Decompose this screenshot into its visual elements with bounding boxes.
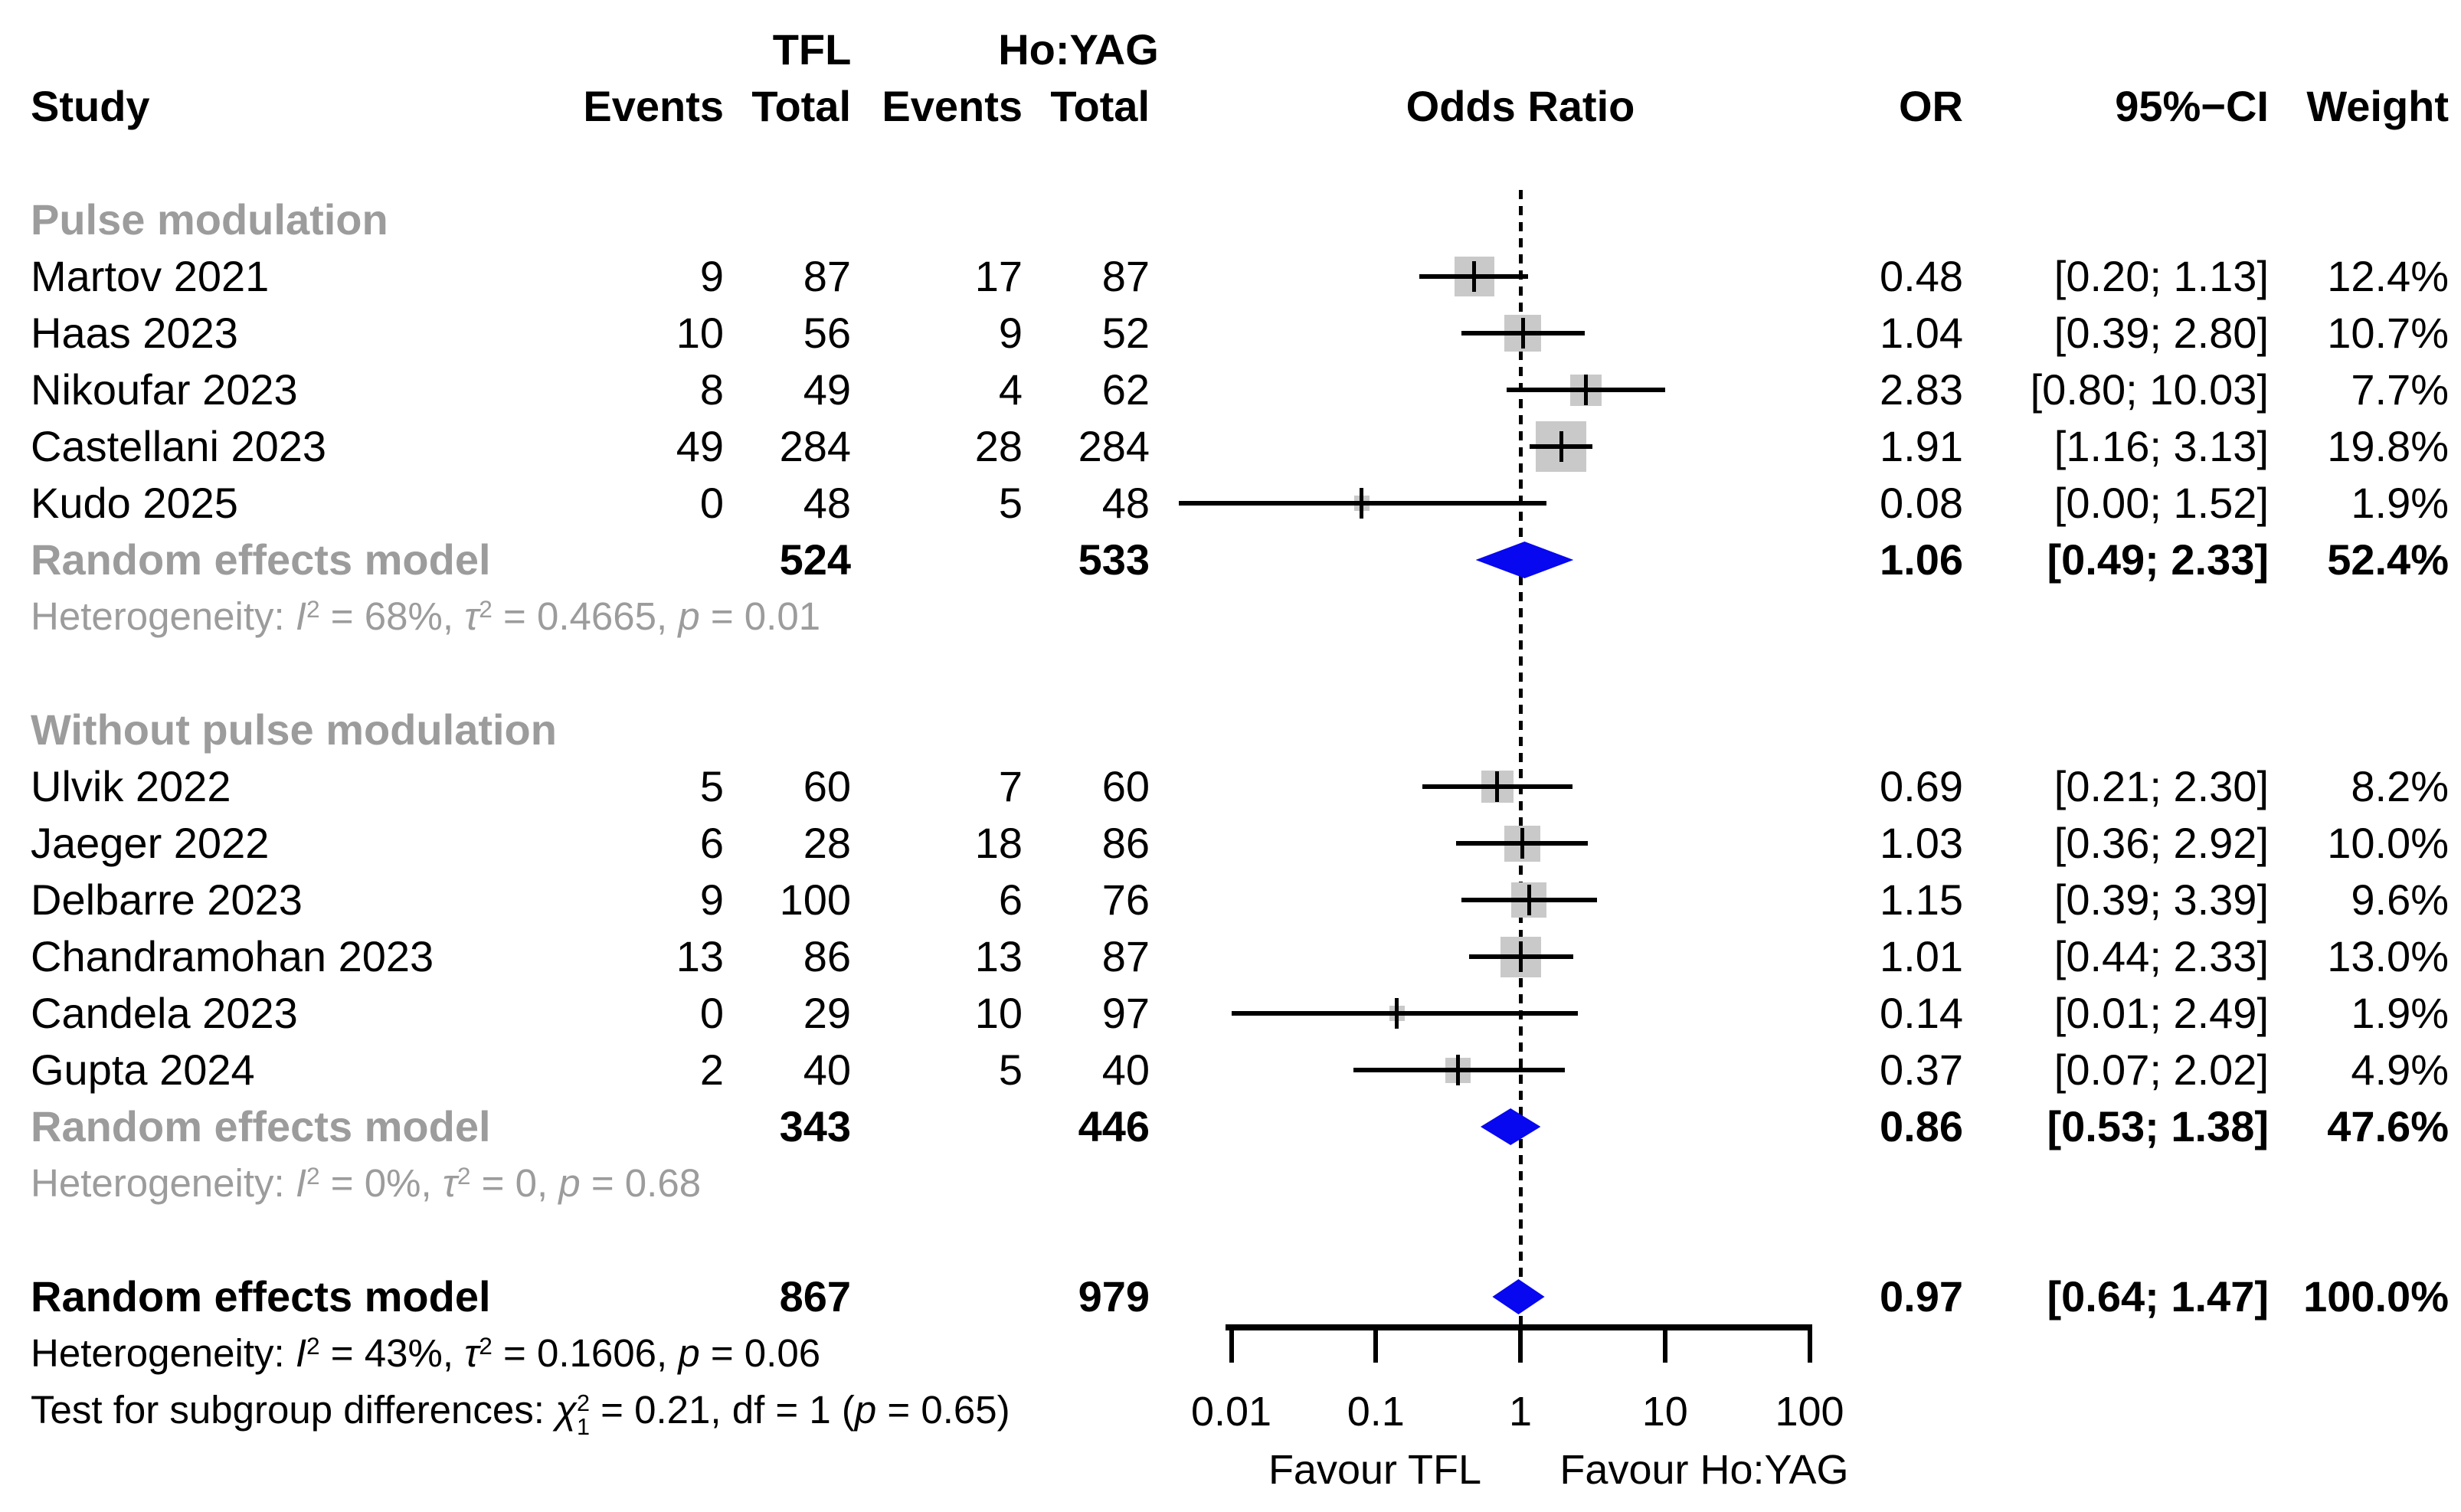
total2-value: 533 (1078, 535, 1150, 584)
effect-tick (1519, 941, 1523, 972)
col-header-ci: 95%−CI (2115, 82, 2269, 130)
or-value: 1.15 (1880, 875, 1963, 924)
total1-value: 86 (803, 932, 851, 980)
events1-value: 10 (676, 309, 724, 357)
col-header-group-hoyag: Ho:YAG (998, 25, 1159, 74)
total1-value: 343 (779, 1102, 851, 1150)
study-label: Castellani 2023 (31, 422, 327, 470)
effect-tick (1559, 431, 1563, 462)
col-header-weight: Weight (2306, 82, 2449, 130)
events2-value: 7 (998, 762, 1023, 810)
ci-value: [0.39; 3.39] (2054, 875, 2269, 924)
total1-value: 867 (779, 1272, 851, 1321)
or-value: 2.83 (1880, 365, 1963, 414)
ci-value: [0.53; 1.38] (2047, 1102, 2269, 1150)
col-header-total1: Total (751, 82, 851, 130)
x-axis-tick-label: 1 (1508, 1389, 1533, 1435)
effect-tick (1520, 828, 1524, 859)
x-axis-tick (1373, 1324, 1378, 1363)
col-header-or: OR (1899, 82, 1963, 130)
study-row (0, 1042, 2461, 1098)
study-label: Candela 2023 (31, 989, 298, 1037)
subgroup-name: Without pulse modulation (31, 705, 557, 754)
or-value: 0.37 (1880, 1046, 1963, 1094)
col-header-events1: Events (583, 82, 724, 130)
total2-value: 76 (1101, 875, 1150, 924)
heterogeneity-text: Heterogeneity: $I^2 = 0\%$, $\tau^2 = 0$, p = 0.68 (31, 1161, 702, 1205)
events1-value: 9 (699, 875, 724, 924)
ci-value: [0.20; 1.13] (2054, 252, 2269, 300)
pooled-row (0, 1098, 2461, 1155)
weight-value: 9.6% (2351, 875, 2449, 924)
ci-value: [0.36; 2.92] (2054, 819, 2269, 867)
events1-value: 9 (699, 252, 724, 300)
ci-value: [0.00; 1.52] (2054, 479, 2269, 527)
pooled-label: Random effects model (31, 535, 491, 584)
or-value: 0.86 (1880, 1102, 1963, 1150)
effect-tick (1456, 1055, 1460, 1085)
total2-value: 87 (1101, 252, 1150, 300)
total1-value: 524 (779, 535, 851, 584)
ci-value: [0.07; 2.02] (2054, 1046, 2269, 1094)
x-axis-tick (1663, 1324, 1667, 1363)
events1-value: 5 (699, 762, 724, 810)
subgroup-name: Pulse modulation (31, 195, 388, 244)
ci-value: [0.80; 10.03] (2030, 365, 2269, 414)
total2-value: 40 (1101, 1046, 1150, 1094)
or-value: 0.14 (1880, 989, 1963, 1037)
total2-value: 48 (1101, 479, 1150, 527)
ci-value: [0.44; 2.33] (2054, 932, 2269, 980)
weight-value: 4.9% (2351, 1046, 2449, 1094)
weight-value: 12.4% (2327, 252, 2449, 300)
heterogeneity-row (0, 588, 2461, 645)
total2-value: 979 (1078, 1272, 1150, 1321)
weight-value: 19.8% (2327, 422, 2449, 470)
subgroup-header-row (0, 702, 2461, 758)
study-label: Nikoufar 2023 (31, 365, 298, 414)
x-axis-tick (1229, 1324, 1234, 1363)
pooled-label: Random effects model (31, 1272, 491, 1321)
events1-value: 6 (699, 819, 724, 867)
events2-value: 17 (974, 252, 1023, 300)
effect-tick (1521, 318, 1525, 349)
weight-value: 52.4% (2327, 535, 2449, 584)
effect-tick (1472, 261, 1476, 292)
study-label: Ulvik 2022 (31, 762, 231, 810)
total1-value: 56 (803, 309, 851, 357)
events1-value: 8 (699, 365, 724, 414)
total2-value: 97 (1101, 989, 1150, 1037)
weight-value: 8.2% (2351, 762, 2449, 810)
weight-value: 100.0% (2303, 1272, 2449, 1321)
ci-value: [0.01; 2.49] (2054, 989, 2269, 1037)
total2-value: 446 (1078, 1102, 1150, 1150)
study-label: Martov 2021 (31, 252, 270, 300)
or-value: 1.03 (1880, 819, 1963, 867)
study-row (0, 362, 2461, 418)
effect-tick (1527, 885, 1531, 915)
total1-value: 49 (803, 365, 851, 414)
subgroup-header-row (0, 191, 2461, 248)
events2-value: 4 (998, 365, 1023, 414)
total1-value: 284 (779, 422, 851, 470)
total1-value: 29 (803, 989, 851, 1037)
ci-value: [0.49; 2.33] (2047, 535, 2269, 584)
ci-value: [1.16; 3.13] (2054, 422, 2269, 470)
events1-value: 2 (699, 1046, 724, 1094)
weight-value: 1.9% (2351, 989, 2449, 1037)
study-row (0, 928, 2461, 985)
heterogeneity-text: Heterogeneity: $I^2 = 43\%$, $\tau^2 = 0.1606$, p = 0.06 (31, 1331, 821, 1375)
study-label: Delbarre 2023 (31, 875, 303, 924)
total1-value: 60 (803, 762, 851, 810)
or-value: 1.04 (1880, 309, 1963, 357)
total2-value: 62 (1101, 365, 1150, 414)
or-value: 1.01 (1880, 932, 1963, 980)
or-value: 1.91 (1880, 422, 1963, 470)
or-value: 0.69 (1880, 762, 1963, 810)
weight-value: 13.0% (2327, 932, 2449, 980)
study-row (0, 418, 2461, 475)
events1-value: 13 (676, 932, 724, 980)
study-label: Jaeger 2022 (31, 819, 270, 867)
or-value: 0.97 (1880, 1272, 1963, 1321)
study-label: Gupta 2024 (31, 1046, 255, 1094)
x-axis-tick-label: 0.1 (1347, 1389, 1405, 1435)
events1-value: 49 (676, 422, 724, 470)
events2-value: 10 (974, 989, 1023, 1037)
heterogeneity-text: Heterogeneity: $I^2 = 68\%$, $\tau^2 = 0.4665$, p = 0.01 (31, 594, 821, 638)
ci-value: [0.64; 1.47] (2047, 1272, 2269, 1321)
study-row (0, 985, 2461, 1042)
weight-value: 47.6% (2327, 1102, 2449, 1150)
or-value: 0.48 (1880, 252, 1963, 300)
weight-value: 1.9% (2351, 479, 2449, 527)
events1-value: 0 (699, 989, 724, 1037)
total1-value: 40 (803, 1046, 851, 1094)
study-label: Chandramohan 2023 (31, 932, 434, 980)
study-row (0, 872, 2461, 928)
effect-tick (1584, 375, 1588, 405)
study-label: Haas 2023 (31, 309, 238, 357)
weight-value: 10.0% (2327, 819, 2449, 867)
ci-value: [0.21; 2.30] (2054, 762, 2269, 810)
favour-left-label: Favour TFL (1268, 1447, 1482, 1493)
total2-value: 87 (1101, 932, 1150, 980)
total2-value: 52 (1101, 309, 1150, 357)
pooled-label: Random effects model (31, 1102, 491, 1150)
total1-value: 87 (803, 252, 851, 300)
events2-value: 9 (998, 309, 1023, 357)
col-header-odds-ratio: Odds Ratio (1406, 82, 1635, 130)
heterogeneity-row (0, 1155, 2461, 1212)
ci-line (1232, 1011, 1578, 1016)
effect-tick (1495, 771, 1499, 802)
study-row (0, 248, 2461, 305)
events2-value: 13 (974, 932, 1023, 980)
col-header-study: Study (31, 82, 150, 130)
events2-value: 5 (998, 1046, 1023, 1094)
col-header-total2: Total (1050, 82, 1150, 130)
events1-value: 0 (699, 479, 724, 527)
x-axis-tick-label: 100 (1775, 1389, 1844, 1435)
total1-value: 100 (779, 875, 851, 924)
weight-value: 10.7% (2327, 309, 2449, 357)
subgroup-test-text: Test for subgroup differences: χ 2 1 = 0.21, df = 1 (p = 0.65) (31, 1388, 1010, 1441)
study-row (0, 758, 2461, 815)
total2-value: 284 (1078, 422, 1150, 470)
col-header-group-tfl: TFL (772, 25, 852, 74)
weight-value: 7.7% (2351, 365, 2449, 414)
or-value: 0.08 (1880, 479, 1963, 527)
pooled-row (0, 532, 2461, 588)
x-axis-tick-label: 0.01 (1190, 1389, 1272, 1435)
effect-tick (1360, 488, 1363, 519)
events2-value: 6 (998, 875, 1023, 924)
events2-value: 18 (974, 819, 1023, 867)
effect-tick (1395, 998, 1399, 1029)
study-row (0, 815, 2461, 872)
x-axis-tick (1518, 1324, 1523, 1363)
col-header-events2: Events (882, 82, 1023, 130)
total2-value: 86 (1101, 819, 1150, 867)
ci-value: [0.39; 2.80] (2054, 309, 2269, 357)
favour-right-label: Favour Ho:YAG (1559, 1447, 1849, 1493)
pooled-row (0, 1268, 2461, 1325)
events2-value: 5 (998, 479, 1023, 527)
or-value: 1.06 (1880, 535, 1963, 584)
total2-value: 60 (1101, 762, 1150, 810)
x-axis-tick-label: 10 (1641, 1389, 1688, 1435)
study-label: Kudo 2025 (31, 479, 238, 527)
total1-value: 48 (803, 479, 851, 527)
total1-value: 28 (803, 819, 851, 867)
study-row (0, 305, 2461, 362)
events2-value: 28 (974, 422, 1023, 470)
x-axis-tick (1808, 1324, 1812, 1363)
